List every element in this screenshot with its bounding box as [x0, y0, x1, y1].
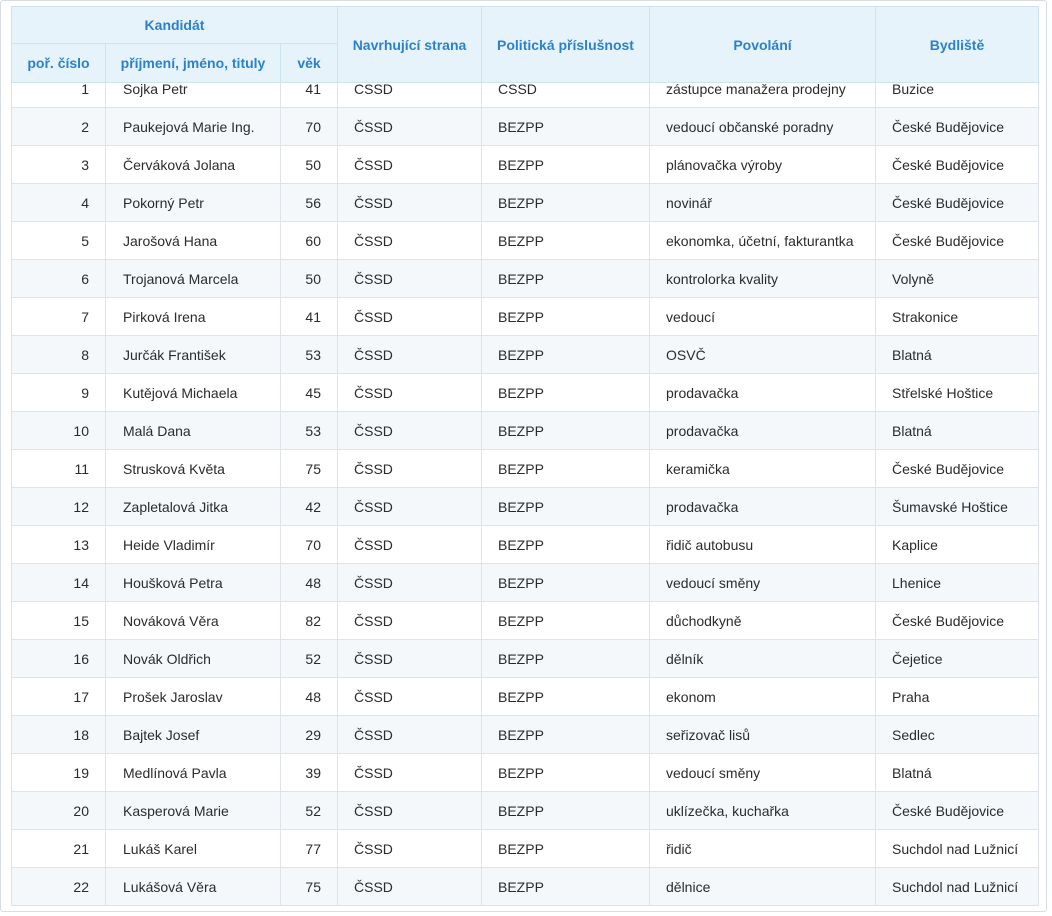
- cell-por-cislo: 21: [12, 830, 106, 868]
- cell-povolani: dělník: [650, 640, 876, 678]
- cell-bydliste: Sedlec: [876, 716, 1039, 754]
- cell-jmeno: Pirková Irena: [106, 298, 281, 336]
- cell-por-cislo: 11: [12, 450, 106, 488]
- cell-por-cislo: 14: [12, 564, 106, 602]
- cell-povolani: zástupce manažera prodejny: [650, 83, 876, 108]
- table-header: [12, 7, 1039, 83]
- cell-vek: 70: [281, 526, 338, 564]
- cell-por-cislo: 19: [12, 754, 106, 792]
- table-row: [12, 222, 1039, 260]
- cell-jmeno: Lukáš Karel: [106, 830, 281, 868]
- cell-navrhujici-strana: ČSSD: [338, 868, 482, 906]
- cell-jmeno: Novák Oldřich: [106, 640, 281, 678]
- table-row: [12, 716, 1039, 754]
- header-bydliste: Bydliště: [876, 7, 1039, 83]
- cell-navrhujici-strana: ČSSD: [338, 450, 482, 488]
- table-row: [12, 298, 1039, 336]
- cell-jmeno: Trojanová Marcela: [106, 260, 281, 298]
- cell-jmeno: Heide Vladimír: [106, 526, 281, 564]
- cell-navrhujici-strana: ČSSD: [338, 108, 482, 146]
- header-kandidat: Kandidát: [12, 7, 338, 44]
- header-politicka-prislusnost: Politická příslušnost: [482, 7, 650, 83]
- cell-politicka-prislusnost: BEZPP: [482, 830, 650, 868]
- cell-vek: 29: [281, 716, 338, 754]
- cell-politicka-prislusnost: BEZPP: [482, 792, 650, 830]
- table-row: [12, 526, 1039, 564]
- cell-navrhujici-strana: ČSSD: [338, 222, 482, 260]
- cell-jmeno: Zapletalová Jitka: [106, 488, 281, 526]
- cell-politicka-prislusnost: BEZPP: [482, 412, 650, 450]
- cell-navrhujici-strana: ČSSD: [338, 260, 482, 298]
- cell-por-cislo: 13: [12, 526, 106, 564]
- cell-por-cislo: 22: [12, 868, 106, 906]
- cell-navrhujici-strana: ČSSD: [338, 412, 482, 450]
- table-row: [12, 146, 1039, 184]
- cell-vek: 60: [281, 222, 338, 260]
- table-row: [12, 868, 1039, 906]
- cell-politicka-prislusnost: BEZPP: [482, 602, 650, 640]
- cell-jmeno: Kutějová Michaela: [106, 374, 281, 412]
- cell-povolani: seřizovač lisů: [650, 716, 876, 754]
- cell-povolani: uklízečka, kuchařka: [650, 792, 876, 830]
- cell-navrhujici-strana: ČSSD: [338, 184, 482, 222]
- cell-povolani: dělnice: [650, 868, 876, 906]
- cell-vek: 52: [281, 792, 338, 830]
- cell-jmeno: Paukejová Marie Ing.: [106, 108, 281, 146]
- cell-bydliste: České Budějovice: [876, 146, 1039, 184]
- cell-vek: 45: [281, 374, 338, 412]
- cell-vek: 53: [281, 412, 338, 450]
- cell-jmeno: Medlínová Pavla: [106, 754, 281, 792]
- cell-bydliste: Suchdol nad Lužnicí: [876, 830, 1039, 868]
- cell-bydliste: Praha: [876, 678, 1039, 716]
- cell-povolani: prodavačka: [650, 412, 876, 450]
- cell-vek: 70: [281, 108, 338, 146]
- cell-bydliste: České Budějovice: [876, 184, 1039, 222]
- cell-povolani: prodavačka: [650, 488, 876, 526]
- cell-vek: 53: [281, 336, 338, 374]
- cell-por-cislo: 2: [12, 108, 106, 146]
- table-row: [12, 792, 1039, 830]
- cell-jmeno: Červáková Jolana: [106, 146, 281, 184]
- cell-politicka-prislusnost: BEZPP: [482, 488, 650, 526]
- cell-jmeno: Jarošová Hana: [106, 222, 281, 260]
- cell-por-cislo: 8: [12, 336, 106, 374]
- cell-povolani: kontrolorka kvality: [650, 260, 876, 298]
- cell-por-cislo: 7: [12, 298, 106, 336]
- cell-vek: 50: [281, 260, 338, 298]
- cell-jmeno: Lukášová Věra: [106, 868, 281, 906]
- cell-povolani: keramička: [650, 450, 876, 488]
- header-jmeno: příjmení, jméno, tituly: [106, 44, 281, 83]
- cell-bydliste: České Budějovice: [876, 602, 1039, 640]
- cell-vek: 48: [281, 678, 338, 716]
- cell-bydliste: Blatná: [876, 754, 1039, 792]
- table-body: [12, 83, 1039, 906]
- cell-povolani: vedoucí směny: [650, 564, 876, 602]
- cell-navrhujici-strana: ČSSD: [338, 298, 482, 336]
- cell-politicka-prislusnost: BEZPP: [482, 526, 650, 564]
- cell-bydliste: Strakonice: [876, 298, 1039, 336]
- cell-politicka-prislusnost: BEZPP: [482, 108, 650, 146]
- cell-politicka-prislusnost: BEZPP: [482, 260, 650, 298]
- cell-por-cislo: 5: [12, 222, 106, 260]
- table-row: [12, 336, 1039, 374]
- table-row: [12, 678, 1039, 716]
- cell-politicka-prislusnost: BEZPP: [482, 374, 650, 412]
- cell-povolani: řidič autobusu: [650, 526, 876, 564]
- cell-por-cislo: 18: [12, 716, 106, 754]
- cell-bydliste: Buzice: [876, 83, 1039, 108]
- cell-povolani: vedoucí směny: [650, 754, 876, 792]
- cell-jmeno: Kasperová Marie: [106, 792, 281, 830]
- cell-politicka-prislusnost: BEZPP: [482, 754, 650, 792]
- cell-politicka-prislusnost: BEZPP: [482, 450, 650, 488]
- cell-politicka-prislusnost: BEZPP: [482, 716, 650, 754]
- cell-vek: 39: [281, 754, 338, 792]
- cell-navrhujici-strana: ČSSD: [338, 640, 482, 678]
- table-row: [12, 640, 1039, 678]
- table-row: [12, 564, 1039, 602]
- header-povolani: Povolání: [650, 7, 876, 83]
- cell-vek: 48: [281, 564, 338, 602]
- cell-jmeno: Bajtek Josef: [106, 716, 281, 754]
- cell-povolani: vedoucí: [650, 298, 876, 336]
- cell-navrhujici-strana: ČSSD: [338, 792, 482, 830]
- candidates-table: [11, 6, 1039, 906]
- cell-navrhujici-strana: ČSSD: [338, 716, 482, 754]
- table-row: [12, 754, 1039, 792]
- cell-por-cislo: 3: [12, 146, 106, 184]
- cell-bydliste: České Budějovice: [876, 222, 1039, 260]
- header-por-cislo: poř. číslo: [12, 44, 106, 83]
- cell-jmeno: Malá Dana: [106, 412, 281, 450]
- cell-vek: 56: [281, 184, 338, 222]
- cell-vek: 75: [281, 868, 338, 906]
- cell-por-cislo: 16: [12, 640, 106, 678]
- table-row: [12, 260, 1039, 298]
- cell-vek: 50: [281, 146, 338, 184]
- cell-vek: 41: [281, 298, 338, 336]
- cell-politicka-prislusnost: BEZPP: [482, 184, 650, 222]
- table-row: [12, 374, 1039, 412]
- table-row: [12, 450, 1039, 488]
- cell-por-cislo: 10: [12, 412, 106, 450]
- cell-jmeno: Nováková Věra: [106, 602, 281, 640]
- table-row: [12, 488, 1039, 526]
- cell-bydliste: České Budějovice: [876, 108, 1039, 146]
- cell-navrhujici-strana: ČSSD: [338, 564, 482, 602]
- table-row: [12, 830, 1039, 868]
- cell-politicka-prislusnost: BEZPP: [482, 298, 650, 336]
- cell-navrhujici-strana: ČSSD: [338, 526, 482, 564]
- cell-povolani: vedoucí občanské poradny: [650, 108, 876, 146]
- table-row: [12, 83, 1039, 108]
- cell-por-cislo: 20: [12, 792, 106, 830]
- cell-navrhujici-strana: ČSSD: [338, 830, 482, 868]
- cell-por-cislo: 15: [12, 602, 106, 640]
- cell-bydliste: Šumavské Hoštice: [876, 488, 1039, 526]
- cell-povolani: řidič: [650, 830, 876, 868]
- cell-bydliste: Kaplice: [876, 526, 1039, 564]
- cell-povolani: OSVČ: [650, 336, 876, 374]
- cell-povolani: novinář: [650, 184, 876, 222]
- cell-vek: 82: [281, 602, 338, 640]
- cell-por-cislo: 1: [12, 83, 106, 108]
- cell-navrhujici-strana: ČSSD: [338, 146, 482, 184]
- cell-navrhujici-strana: ČSSD: [338, 754, 482, 792]
- cell-bydliste: Blatná: [876, 412, 1039, 450]
- cell-povolani: plánovačka výroby: [650, 146, 876, 184]
- cell-jmeno: Jurčák František: [106, 336, 281, 374]
- table-row: [12, 184, 1039, 222]
- cell-navrhujici-strana: ČSSD: [338, 678, 482, 716]
- cell-navrhujici-strana: CSSD: [338, 83, 482, 108]
- cell-vek: 42: [281, 488, 338, 526]
- cell-navrhujici-strana: ČSSD: [338, 488, 482, 526]
- cell-por-cislo: 9: [12, 374, 106, 412]
- cell-politicka-prislusnost: BEZPP: [482, 868, 650, 906]
- cell-navrhujici-strana: ČSSD: [338, 374, 482, 412]
- header-vek: věk: [281, 44, 338, 83]
- cell-vek: 77: [281, 830, 338, 868]
- table-row: [12, 412, 1039, 450]
- cell-povolani: důchodkyně: [650, 602, 876, 640]
- cell-povolani: prodavačka: [650, 374, 876, 412]
- cell-bydliste: Lhenice: [876, 564, 1039, 602]
- cell-bydliste: Čejetice: [876, 640, 1039, 678]
- cell-navrhujici-strana: ČSSD: [338, 602, 482, 640]
- cell-povolani: ekonom: [650, 678, 876, 716]
- table-row: [12, 108, 1039, 146]
- cell-vek: 52: [281, 640, 338, 678]
- cell-bydliste: Suchdol nad Lužnicí: [876, 868, 1039, 906]
- header-navrhujici-strana: Navrhující strana: [338, 7, 482, 83]
- cell-politicka-prislusnost: BEZPP: [482, 678, 650, 716]
- cell-jmeno: Strusková Květa: [106, 450, 281, 488]
- cell-povolani: ekonomka, účetní, fakturantka: [650, 222, 876, 260]
- cell-bydliste: Střelské Hoštice: [876, 374, 1039, 412]
- cell-bydliste: České Budějovice: [876, 450, 1039, 488]
- cell-politicka-prislusnost: BEZPP: [482, 336, 650, 374]
- cell-jmeno: Pokorný Petr: [106, 184, 281, 222]
- cell-bydliste: Blatná: [876, 336, 1039, 374]
- cell-politicka-prislusnost: BEZPP: [482, 640, 650, 678]
- cell-politicka-prislusnost: CSSD: [482, 83, 650, 108]
- cell-politicka-prislusnost: BEZPP: [482, 222, 650, 260]
- cell-politicka-prislusnost: BEZPP: [482, 146, 650, 184]
- cell-navrhujici-strana: ČSSD: [338, 336, 482, 374]
- cell-bydliste: Volyně: [876, 260, 1039, 298]
- cell-vek: 75: [281, 450, 338, 488]
- cell-bydliste: České Budějovice: [876, 792, 1039, 830]
- cell-vek: 41: [281, 83, 338, 108]
- cell-por-cislo: 12: [12, 488, 106, 526]
- cell-jmeno: Sojka Petr: [106, 83, 281, 108]
- cell-politicka-prislusnost: BEZPP: [482, 564, 650, 602]
- cell-por-cislo: 4: [12, 184, 106, 222]
- table-row: [12, 602, 1039, 640]
- cell-por-cislo: 6: [12, 260, 106, 298]
- cell-por-cislo: 17: [12, 678, 106, 716]
- cell-jmeno: Houšková Petra: [106, 564, 281, 602]
- cell-jmeno: Prošek Jaroslav: [106, 678, 281, 716]
